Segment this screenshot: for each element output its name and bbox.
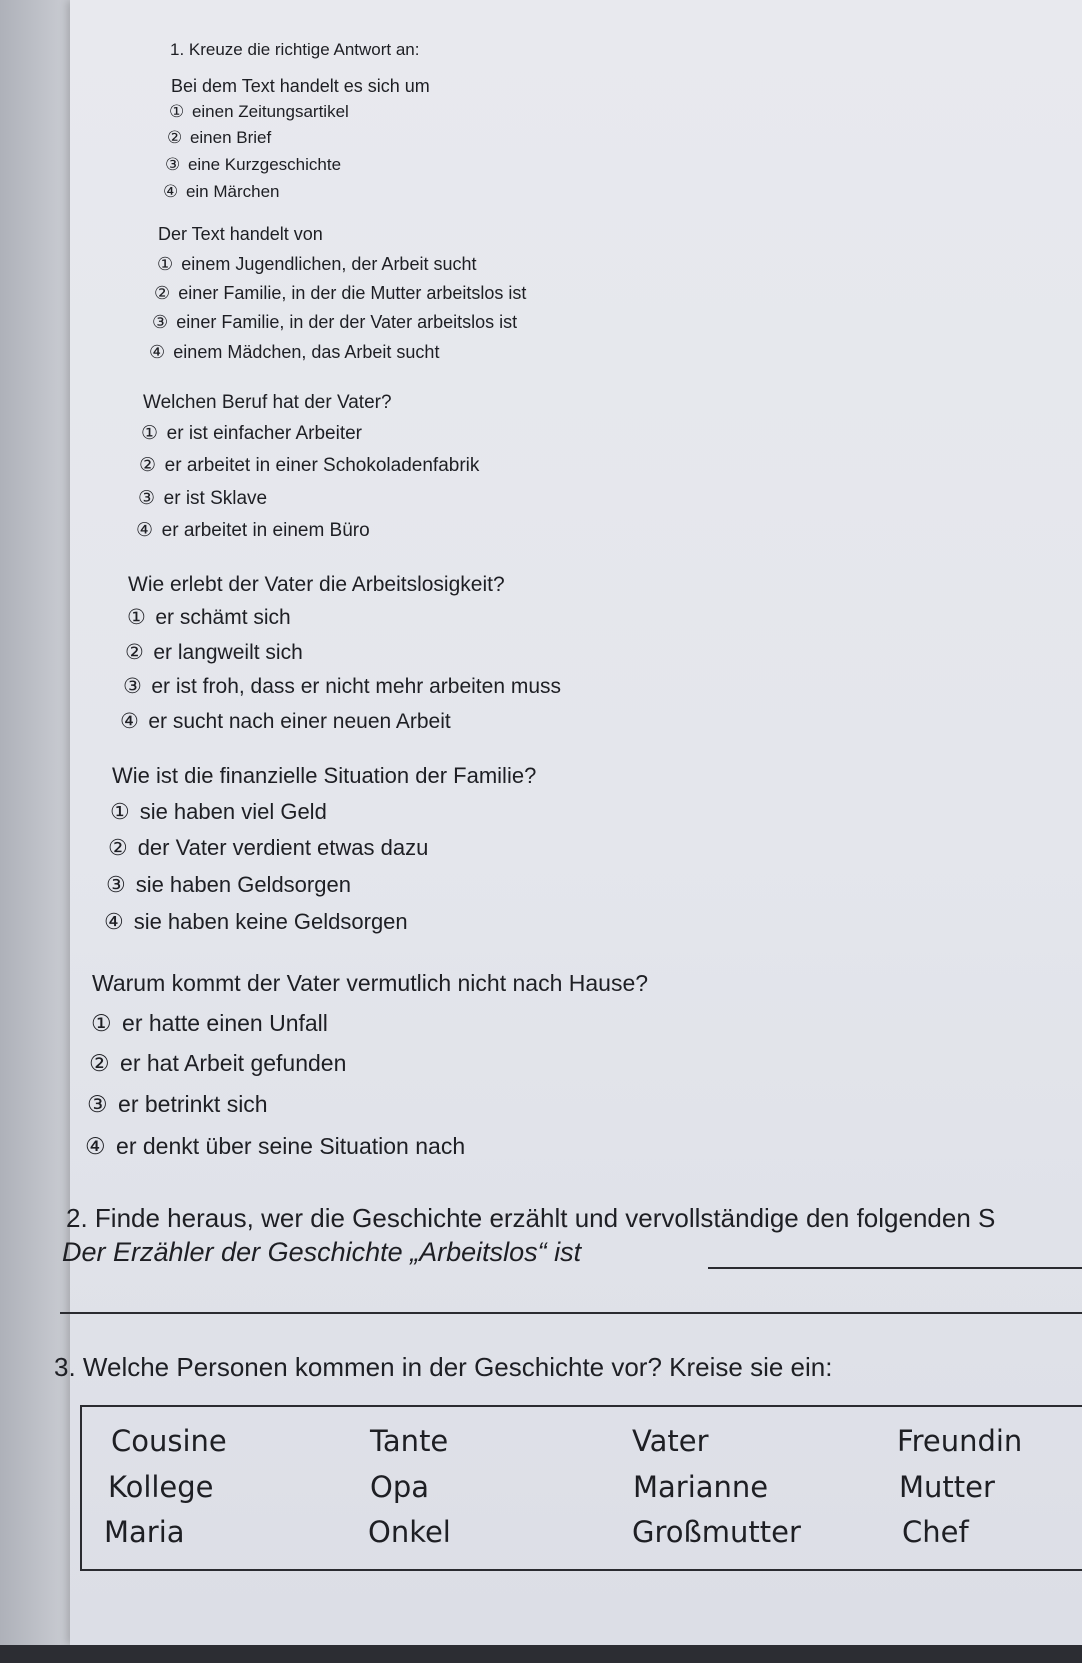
option-number: ②: [139, 455, 157, 476]
question-1-option-3[interactable]: [165, 155, 341, 175]
question-4-option-2[interactable]: [125, 640, 303, 665]
question-6-stem: Warum kommt der Vater vermutlich nicht nach Hause?: [92, 970, 649, 996]
option-text: er betrinkt sich: [118, 1091, 268, 1117]
question-5-option-1[interactable]: [110, 799, 327, 825]
option-text: einer Familie, in der die Mutter arbeitslos ist: [178, 283, 527, 303]
option-text: einen Brief: [189, 128, 272, 147]
word-cousine[interactable]: Cousine: [111, 1424, 227, 1458]
option-number: ④: [136, 520, 154, 541]
option-number: ①: [127, 606, 146, 629]
option-text: er hat Arbeit gefunden: [120, 1050, 347, 1076]
question-5-stem: Wie ist die finanzielle Situation der Familie?: [112, 763, 537, 788]
option-number: ④: [85, 1133, 106, 1159]
narrator-answer-line-2[interactable]: [60, 1312, 1082, 1314]
option-number: ①: [169, 102, 185, 121]
word-freundin[interactable]: Freundin: [897, 1424, 1023, 1458]
question-3-option-3[interactable]: [138, 487, 267, 510]
option-number: ④: [163, 182, 179, 201]
option-number: ②: [89, 1050, 110, 1076]
option-number: ①: [141, 423, 159, 444]
option-text: er schämt sich: [155, 605, 291, 629]
option-number: ①: [110, 799, 130, 824]
option-number: ②: [154, 283, 171, 303]
question-6-option-3[interactable]: [87, 1091, 268, 1118]
option-text: er arbeitet in einer Schokoladenfabrik: [164, 454, 480, 476]
option-text: einen Zeitungsartikel: [191, 102, 349, 121]
option-number: ③: [123, 675, 142, 698]
option-text: er denkt über seine Situation nach: [116, 1133, 466, 1159]
option-text: einem Mädchen, das Arbeit sucht: [173, 342, 440, 362]
option-text: er ist einfacher Arbeiter: [166, 422, 363, 444]
option-number: ④: [120, 710, 139, 733]
question-6-option-1[interactable]: [91, 1010, 328, 1037]
word-vater[interactable]: Vater: [632, 1424, 709, 1458]
option-number: ②: [108, 835, 128, 860]
option-text: ein Märchen: [185, 182, 280, 201]
option-number: ①: [91, 1010, 112, 1036]
question-4-stem: Wie erlebt der Vater die Arbeitslosigkeit?: [128, 573, 505, 596]
word-kollege[interactable]: Kollege: [108, 1470, 214, 1504]
question-2-stem: Der Text handelt von: [158, 224, 323, 244]
question-2-option-4[interactable]: [149, 342, 439, 363]
word-tante[interactable]: Tante: [370, 1424, 449, 1458]
option-text: er sucht nach einer neuen Arbeit: [148, 709, 451, 733]
worksheet-page: [54, 0, 1082, 1645]
option-text: einer Familie, in der der Vater arbeitslos ist: [176, 312, 518, 332]
option-number: ③: [152, 312, 169, 332]
option-text: sie haben keine Geldsorgen: [133, 909, 408, 934]
task3-title: 3. Welche Personen kommen in der Geschichte vor? Kreise sie ein:: [54, 1352, 833, 1382]
option-text: sie haben viel Geld: [139, 799, 327, 824]
word-mutter[interactable]: Mutter: [899, 1470, 995, 1504]
question-3-option-4[interactable]: [136, 519, 370, 542]
word-chef[interactable]: Chef: [902, 1515, 969, 1549]
option-number: ②: [167, 128, 183, 147]
question-3-option-2[interactable]: [139, 454, 479, 477]
question-3-option-1[interactable]: [141, 422, 362, 445]
option-text: er ist Sklave: [163, 487, 268, 509]
question-6-option-4[interactable]: [85, 1133, 465, 1160]
narrator-answer-line-1[interactable]: [708, 1267, 1082, 1269]
option-text: eine Kurzgeschichte: [187, 155, 342, 174]
option-number: ②: [125, 641, 144, 664]
question-1-option-4[interactable]: [163, 182, 280, 202]
option-text: er arbeitet in einem Büro: [161, 519, 370, 541]
question-5-option-4[interactable]: [104, 909, 408, 935]
option-number: ④: [104, 909, 124, 934]
question-5-option-2[interactable]: [108, 835, 428, 861]
option-number: ①: [157, 254, 174, 274]
option-text: der Vater verdient etwas dazu: [137, 835, 429, 860]
question-4-option-4[interactable]: [120, 709, 451, 734]
option-text: einem Jugendlichen, der Arbeit sucht: [181, 254, 477, 274]
question-2-option-3[interactable]: [152, 312, 517, 333]
question-5-option-3[interactable]: [106, 872, 351, 898]
question-4-option-3[interactable]: [123, 674, 561, 699]
question-2-option-2[interactable]: [154, 283, 526, 304]
option-number: ③: [138, 488, 156, 509]
word-maria[interactable]: Maria: [104, 1515, 185, 1549]
question-1-option-2[interactable]: [167, 128, 271, 148]
option-number: ④: [149, 342, 166, 362]
word-onkel[interactable]: Onkel: [368, 1515, 451, 1549]
question-3-stem: Welchen Beruf hat der Vater?: [143, 392, 392, 413]
option-number: ③: [87, 1091, 108, 1117]
option-number: ③: [165, 155, 181, 174]
word-marianne[interactable]: Marianne: [633, 1470, 769, 1504]
option-text: er langweilt sich: [153, 640, 303, 664]
question-2-option-1[interactable]: [157, 254, 476, 275]
option-text: er ist froh, dass er nicht mehr arbeiten muss: [151, 674, 562, 698]
word-grossmutter[interactable]: Großmutter: [632, 1515, 801, 1549]
question-4-option-1[interactable]: [127, 605, 291, 630]
question-6-option-2[interactable]: [89, 1050, 346, 1077]
task1-title: 1. Kreuze die richtige Antwort an:: [170, 40, 420, 59]
option-number: ③: [106, 872, 126, 897]
question-1-option-1[interactable]: [169, 102, 349, 122]
task2-prompt: Der Erzähler der Geschichte „Arbeitslos“ ist: [62, 1237, 582, 1267]
question-1-stem: Bei dem Text handelt es sich um: [171, 76, 430, 96]
task2-title: 2. Finde heraus, wer die Geschichte erzählt und vervollständige den folgenden S: [66, 1203, 996, 1233]
option-text: sie haben Geldsorgen: [135, 872, 351, 897]
table-surface-edge: [0, 1645, 1082, 1663]
option-text: er hatte einen Unfall: [122, 1010, 328, 1036]
word-opa[interactable]: Opa: [370, 1470, 430, 1504]
